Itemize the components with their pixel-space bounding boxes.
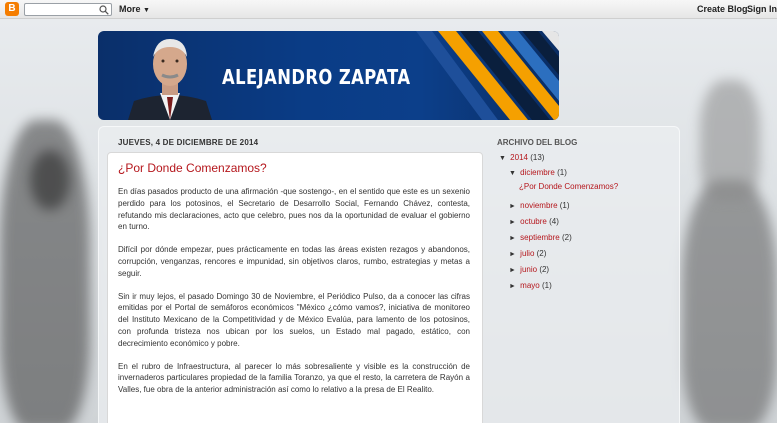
caret-down-icon: ▼ [143,7,150,14]
expand-toggle-icon[interactable]: ► [509,235,516,242]
more-label: More [119,4,141,14]
post-paragraph: En días pasados producto de una afirmación -que sostengo-, en el sentido que este es un sexenio perdido para los potosinos, el Secretario de Desarrollo Social, Fernando Chávez, contesta, refutando mis declaraciones, acto que celebro, pues nos da la oportunidad de evaluar el gobierno en turno. [118,187,470,232]
archive-count: (1) [559,201,570,210]
archive-month-link[interactable]: diciembre [520,168,555,177]
blog-header-banner[interactable] [98,31,559,120]
archive-month-noviembre [509,201,570,210]
background-figure [682,180,777,423]
collapse-toggle-icon[interactable]: ▼ [509,170,516,177]
more-menu-button[interactable] [119,4,150,14]
archive-count: (2) [539,265,550,274]
archive-month-link[interactable]: julio [520,249,535,258]
archive-year-2014 [499,153,544,162]
archive-count: (2) [536,249,547,258]
search-input[interactable] [24,3,112,16]
post-paragraph: En el rubro de Infraestructura, al parecer lo más sobresaliente y visible es la construcción de invernaderos particulares propiedad de la familia Toranzo, ya que el resto, la carretera de Rayón a Valles, fue obra de la anterior administración así como lo relativo a la presa de El Realito. [118,361,470,395]
archive-month-mayo [509,281,552,290]
post-date: JUEVES, 4 DE DICIEMBRE DE 2014 [118,138,259,147]
create-blog-link[interactable]: Create Blog [697,4,748,14]
archive-month-link[interactable]: noviembre [520,201,558,210]
expand-toggle-icon[interactable]: ► [509,283,516,290]
archive-month-link[interactable]: septiembre [520,233,560,242]
search-icon[interactable] [99,5,109,15]
blogger-navbar [0,0,777,19]
archive-month-link[interactable]: mayo [520,281,540,290]
archive-month-junio [509,265,549,274]
expand-toggle-icon[interactable]: ► [509,267,516,274]
archive-month-link[interactable]: junio [520,265,538,274]
archive-month-julio [509,249,546,258]
blogger-logo-icon[interactable]: B [5,2,19,16]
archive-month-link[interactable]: octubre [520,217,547,226]
archive-count: (4) [549,217,559,226]
decorative-stripes [398,31,559,120]
expand-toggle-icon[interactable]: ► [509,251,516,258]
archive-post-link[interactable]: ¿Por Donde Comenzamos? [519,182,619,191]
archive-month-octubre [509,217,559,226]
archive-month-septiembre [509,233,572,242]
expand-toggle-icon[interactable]: ► [509,219,516,226]
sign-in-link[interactable]: Sign In [747,4,777,14]
archive-heading: ARCHIVO DEL BLOG [497,138,578,147]
archive-count: (1) [541,281,552,290]
expand-toggle-icon[interactable]: ► [509,203,516,210]
background-figure [700,80,760,200]
archive-count: (13) [530,153,545,162]
archive-count: (1) [557,168,567,177]
post-body [118,186,470,407]
archive-month-diciembre [509,168,567,177]
post-paragraph: Sin ir muy lejos, el pasado Domingo 30 de Noviembre, el Periódico Pulso, da a conocer las cifras emitidas por el Portal de semáforos económicos "México ¿cómo vamos?, iniciativa de monitoreo del Instituto Mexicano de la Competitividad y de México Evalúa, para lamento de los potosinos, con profunda tristeza nos ubican por los suelos, un Estado mal pagado, estático, con decrecimiento económico y pobre. [118,291,470,348]
post-title-link[interactable]: ¿Por Donde Comenzamos? [118,161,267,175]
portrait-photo [120,31,220,120]
archive-count: (2) [561,233,572,242]
background-figure [30,150,70,210]
blog-title[interactable]: ALEJANDRO ZAPATA [222,65,411,89]
post-paragraph: Difícil por dónde empezar, pues prácticamente en todas las áreas existen rezagos y abandonos, corrupción, venganzas, rencores e impunidad, sin objetivos claros, rumbo, estrategias y metas a seguir. [118,245,470,278]
collapse-toggle-icon[interactable]: ▼ [499,155,506,162]
archive-year-link[interactable]: 2014 [510,153,528,162]
